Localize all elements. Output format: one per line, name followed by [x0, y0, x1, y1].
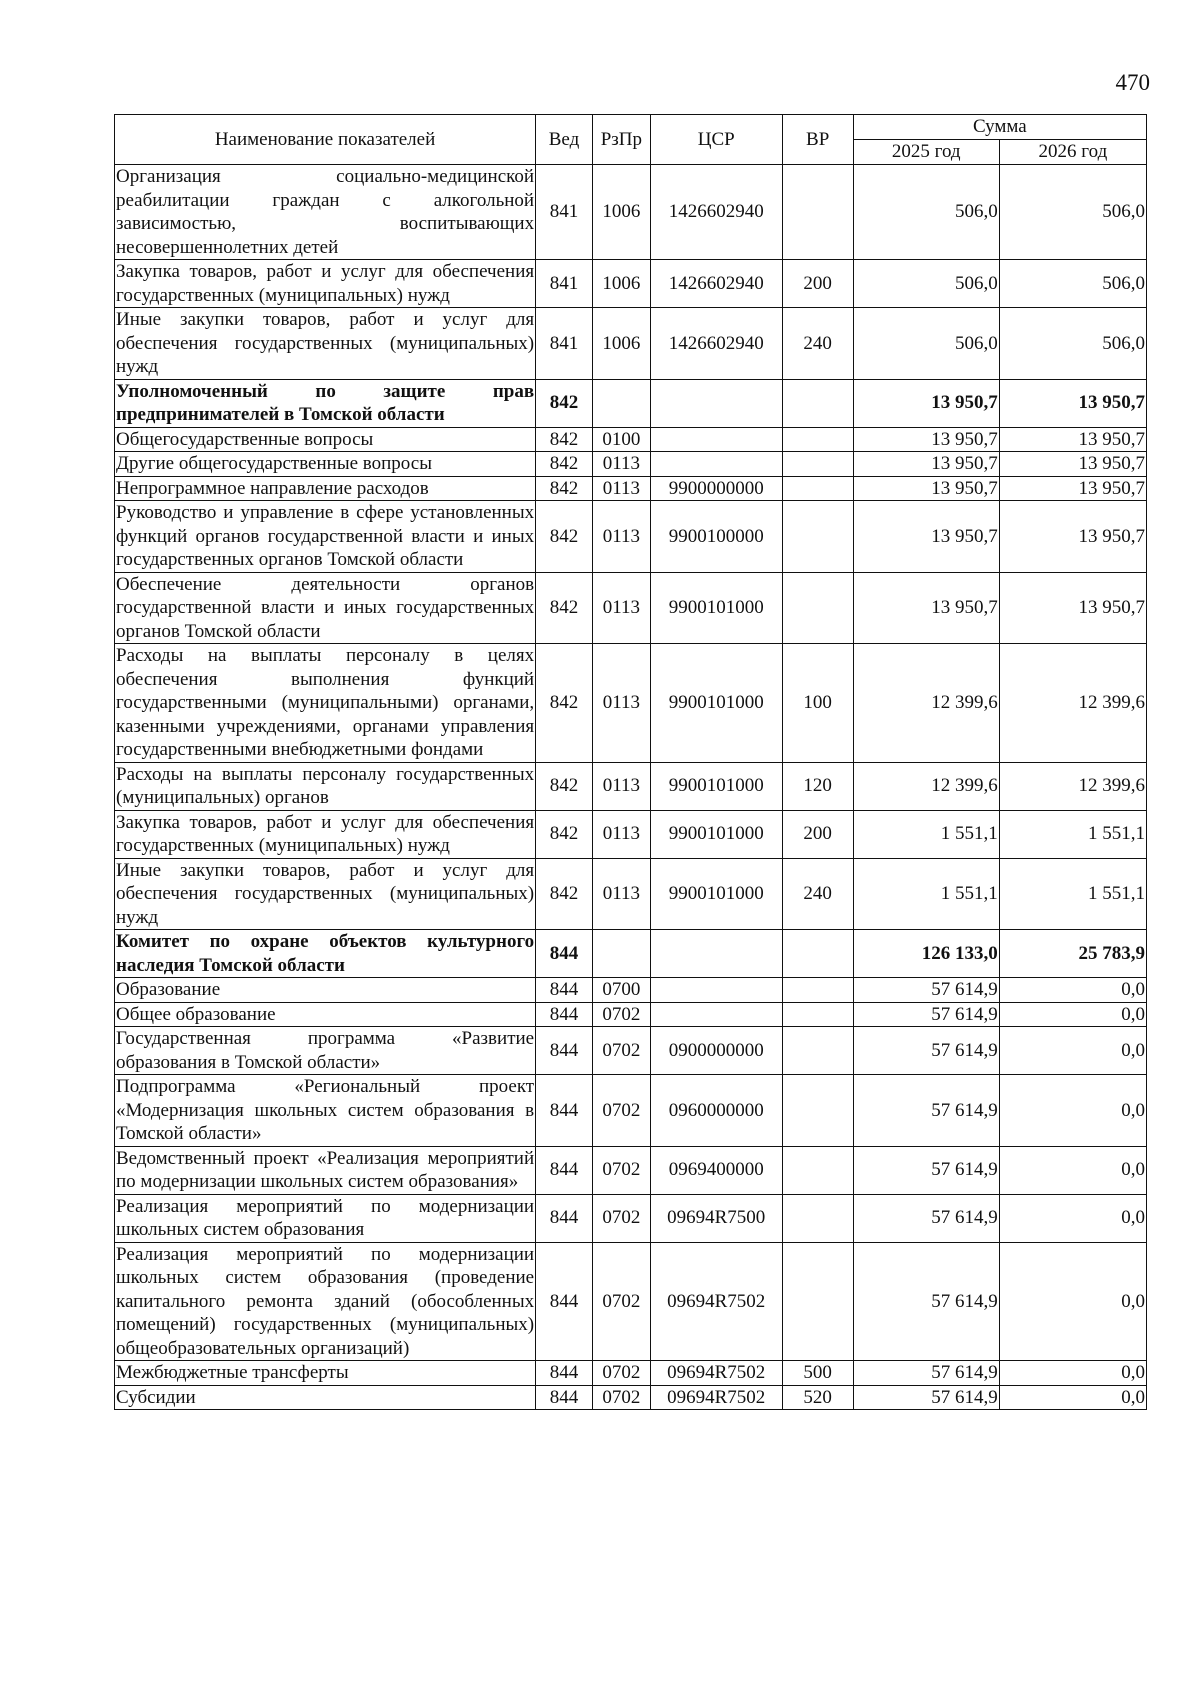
cell-vr: 100	[782, 644, 853, 763]
cell-2025: 12 399,6	[853, 762, 999, 810]
cell-2025: 12 399,6	[853, 644, 999, 763]
cell-vr	[782, 379, 853, 427]
cell-name: Подпрограмма «Региональный проект «Модернизация школьных систем образования в Томской области»	[116, 1076, 535, 1144]
cell-csr	[650, 427, 782, 452]
table-row	[115, 308, 1147, 380]
cell-csr: 1426602940	[650, 260, 782, 308]
cell-rzpr: 1006	[592, 260, 650, 308]
cell-name: Расходы на выплаты персоналу в целях обеспечения выполнения функций государственными (муниципальными) органами, казенными учреждениями, органами управления государственными внебюджетными фондами	[116, 645, 535, 760]
cell-ved: 841	[536, 308, 593, 380]
cell-ved: 841	[536, 165, 593, 260]
cell-2026: 0,0	[999, 1075, 1146, 1147]
table-row	[115, 427, 1147, 452]
cell-rzpr: 0113	[592, 572, 650, 644]
page-number: 470	[1115, 70, 1150, 95]
cell-rzpr: 0702	[592, 1194, 650, 1242]
cell-2025: 1 551,1	[853, 858, 999, 930]
table-row	[115, 930, 1147, 978]
cell-ved: 844	[536, 1194, 593, 1242]
cell-vr	[782, 1242, 853, 1361]
cell-2025: 57 614,9	[853, 1075, 999, 1147]
cell-rzpr: 0702	[592, 1075, 650, 1147]
cell-ved: 844	[536, 1002, 593, 1027]
cell-2026: 13 950,7	[999, 379, 1146, 427]
cell-csr: 0969400000	[650, 1146, 782, 1194]
cell-csr: 09694R7500	[650, 1194, 782, 1242]
table-row	[115, 260, 1147, 308]
table-row	[115, 1242, 1147, 1361]
cell-2025: 57 614,9	[853, 1385, 999, 1410]
cell-2025: 13 950,7	[853, 501, 999, 573]
cell-rzpr: 0113	[592, 644, 650, 763]
header-ved: Вед	[536, 115, 593, 165]
cell-rzpr: 0702	[592, 1385, 650, 1410]
cell-ved: 842	[536, 476, 593, 501]
cell-rzpr: 0113	[592, 452, 650, 477]
cell-name: Обеспечение деятельности органов государственной власти и иных государственных органов Томской области	[116, 573, 535, 642]
cell-rzpr: 0100	[592, 427, 650, 452]
cell-2025: 1 551,1	[853, 810, 999, 858]
table-row	[115, 572, 1147, 644]
cell-rzpr: 0702	[592, 1002, 650, 1027]
table-row	[115, 1075, 1147, 1147]
cell-rzpr: 0702	[592, 1027, 650, 1075]
cell-ved: 844	[536, 1027, 593, 1075]
cell-rzpr: 0113	[592, 476, 650, 501]
cell-ved: 842	[536, 572, 593, 644]
cell-csr: 9900101000	[650, 572, 782, 644]
cell-2025: 57 614,9	[853, 1002, 999, 1027]
cell-2025: 57 614,9	[853, 1194, 999, 1242]
table-row	[115, 1027, 1147, 1075]
cell-name: Непрограммное направление расходов	[115, 476, 536, 501]
cell-ved: 844	[536, 930, 593, 978]
cell-2025: 57 614,9	[853, 1027, 999, 1075]
cell-2026: 0,0	[999, 1361, 1146, 1386]
cell-2026: 12 399,6	[999, 644, 1146, 763]
cell-2026: 13 950,7	[999, 501, 1146, 573]
cell-vr	[782, 1002, 853, 1027]
budget-table	[114, 114, 1147, 1410]
cell-2025: 126 133,0	[853, 930, 999, 978]
cell-2025: 13 950,7	[853, 379, 999, 427]
cell-name: Государственная программа «Развитие образования в Томской области»	[116, 1028, 535, 1073]
cell-vr: 200	[782, 260, 853, 308]
cell-ved: 842	[536, 379, 593, 427]
header-vr: ВР	[782, 115, 853, 165]
cell-ved: 844	[536, 1361, 593, 1386]
header-name: Наименование показателей	[115, 115, 536, 165]
cell-vr	[782, 978, 853, 1003]
table-row	[115, 1385, 1147, 1410]
cell-name: Образование	[115, 978, 536, 1003]
header-csr: ЦСР	[650, 115, 782, 165]
cell-name: Субсидии	[115, 1385, 536, 1410]
table-row	[115, 1194, 1147, 1242]
cell-rzpr	[592, 930, 650, 978]
cell-vr	[782, 1194, 853, 1242]
cell-rzpr: 1006	[592, 308, 650, 380]
cell-csr	[650, 452, 782, 477]
cell-2026: 1 551,1	[999, 858, 1146, 930]
cell-csr: 9900000000	[650, 476, 782, 501]
cell-2026: 0,0	[999, 1027, 1146, 1075]
cell-vr: 520	[782, 1385, 853, 1410]
table-row	[115, 810, 1147, 858]
cell-rzpr: 1006	[592, 165, 650, 260]
cell-ved: 842	[536, 762, 593, 810]
cell-csr: 1426602940	[650, 308, 782, 380]
cell-2025: 13 950,7	[853, 427, 999, 452]
cell-2026: 1 551,1	[999, 810, 1146, 858]
cell-2026: 13 950,7	[999, 452, 1146, 477]
cell-2026: 12 399,6	[999, 762, 1146, 810]
cell-rzpr: 0113	[592, 858, 650, 930]
cell-vr: 240	[782, 858, 853, 930]
cell-2025: 57 614,9	[853, 1146, 999, 1194]
cell-2026: 506,0	[999, 165, 1146, 260]
cell-2026: 506,0	[999, 260, 1146, 308]
cell-2025: 13 950,7	[853, 572, 999, 644]
table-row	[115, 978, 1147, 1003]
cell-vr: 200	[782, 810, 853, 858]
cell-2026: 0,0	[999, 1385, 1146, 1410]
cell-2026: 0,0	[999, 1242, 1146, 1361]
cell-2026: 0,0	[999, 978, 1146, 1003]
cell-2025: 506,0	[853, 260, 999, 308]
cell-csr: 1426602940	[650, 165, 782, 260]
cell-name: Иные закупки товаров, работ и услуг для обеспечения государственных (муниципальных) нужд	[116, 309, 535, 377]
cell-vr	[782, 427, 853, 452]
cell-2025: 506,0	[853, 308, 999, 380]
cell-2026: 25 783,9	[999, 930, 1146, 978]
cell-name: Комитет по охране объектов культурного наследия Томской области	[116, 931, 535, 976]
cell-2025: 57 614,9	[853, 1242, 999, 1361]
cell-name: Реализация мероприятий по модернизации школьных систем образования (проведение капитального ремонта зданий (обособленных помещений) государственных (муниципальных) общеобразовательных организаций)	[116, 1243, 535, 1359]
cell-vr	[782, 1075, 853, 1147]
cell-vr	[782, 1027, 853, 1075]
cell-csr: 9900101000	[650, 762, 782, 810]
header-sum: Сумма	[853, 115, 1146, 140]
cell-vr	[782, 930, 853, 978]
cell-csr	[650, 978, 782, 1003]
cell-vr	[782, 476, 853, 501]
table-row	[115, 858, 1147, 930]
table-row	[115, 165, 1147, 260]
cell-ved: 842	[536, 501, 593, 573]
cell-csr	[650, 1002, 782, 1027]
cell-name: Другие общегосударственные вопросы	[115, 452, 536, 477]
cell-name: Иные закупки товаров, работ и услуг для обеспечения государственных (муниципальных) нужд	[116, 859, 535, 928]
cell-2026: 13 950,7	[999, 572, 1146, 644]
cell-ved: 844	[536, 1242, 593, 1361]
cell-2025: 57 614,9	[853, 1361, 999, 1386]
cell-2026: 13 950,7	[999, 476, 1146, 501]
cell-ved: 842	[536, 452, 593, 477]
cell-name: Закупка товаров, работ и услуг для обеспечения государственных (муниципальных) нужд	[116, 261, 535, 306]
cell-rzpr: 0113	[592, 810, 650, 858]
cell-vr: 500	[782, 1361, 853, 1386]
table-row	[115, 762, 1147, 810]
table-row	[115, 379, 1147, 427]
cell-csr: 0900000000	[650, 1027, 782, 1075]
cell-vr	[782, 1146, 853, 1194]
cell-csr: 9900101000	[650, 644, 782, 763]
cell-name: Общегосударственные вопросы	[115, 427, 536, 452]
cell-csr: 09694R7502	[650, 1242, 782, 1361]
cell-name: Уполномоченный по защите прав предпринимателей в Томской области	[116, 380, 535, 425]
cell-rzpr: 0113	[592, 762, 650, 810]
table-row	[115, 476, 1147, 501]
cell-ved: 841	[536, 260, 593, 308]
cell-csr: 0960000000	[650, 1075, 782, 1147]
cell-csr: 9900101000	[650, 810, 782, 858]
cell-ved: 844	[536, 1385, 593, 1410]
cell-rzpr: 0702	[592, 1242, 650, 1361]
cell-rzpr: 0702	[592, 1361, 650, 1386]
cell-vr	[782, 501, 853, 573]
cell-2025: 13 950,7	[853, 452, 999, 477]
cell-2026: 0,0	[999, 1146, 1146, 1194]
cell-2025: 57 614,9	[853, 978, 999, 1003]
cell-csr	[650, 930, 782, 978]
cell-2026: 0,0	[999, 1194, 1146, 1242]
cell-vr	[782, 165, 853, 260]
cell-2025: 506,0	[853, 165, 999, 260]
cell-name: Реализация мероприятий по модернизации школьных систем образования	[116, 1195, 535, 1240]
cell-rzpr: 0700	[592, 978, 650, 1003]
header-rzpr: РзПр	[592, 115, 650, 165]
cell-ved: 842	[536, 427, 593, 452]
cell-csr: 09694R7502	[650, 1361, 782, 1386]
table-body	[115, 165, 1147, 1410]
cell-ved: 844	[536, 978, 593, 1003]
cell-name: Закупка товаров, работ и услуг для обеспечения государственных (муниципальных) нужд	[116, 811, 535, 856]
cell-ved: 844	[536, 1146, 593, 1194]
cell-csr: 09694R7502	[650, 1385, 782, 1410]
cell-2026: 506,0	[999, 308, 1146, 380]
cell-vr	[782, 452, 853, 477]
header-year-2026: 2026 год	[999, 140, 1146, 165]
cell-vr	[782, 572, 853, 644]
cell-csr: 9900101000	[650, 858, 782, 930]
cell-rzpr: 0702	[592, 1146, 650, 1194]
cell-name: Расходы на выплаты персоналу государственных (муниципальных) органов	[116, 763, 535, 808]
cell-2026: 0,0	[999, 1002, 1146, 1027]
cell-csr	[650, 379, 782, 427]
cell-ved: 844	[536, 1075, 593, 1147]
table-row	[115, 452, 1147, 477]
cell-name: Ведомственный проект «Реализация мероприятий по модернизации школьных систем образования»	[116, 1147, 535, 1192]
cell-vr: 120	[782, 762, 853, 810]
cell-name: Организация социально-медицинской реабилитации граждан с алкогольной зависимостью, воспитывающих несовершеннолетних детей	[116, 166, 535, 258]
table-row	[115, 501, 1147, 573]
cell-2025: 13 950,7	[853, 476, 999, 501]
cell-vr: 240	[782, 308, 853, 380]
cell-ved: 842	[536, 858, 593, 930]
cell-ved: 842	[536, 810, 593, 858]
cell-rzpr: 0113	[592, 501, 650, 573]
cell-name: Общее образование	[115, 1002, 536, 1027]
cell-rzpr	[592, 379, 650, 427]
table-row	[115, 1361, 1147, 1386]
cell-name: Руководство и управление в сфере установленных функций органов государственной власти и иных государственных органов Томской области	[116, 502, 535, 570]
cell-name: Межбюджетные трансферты	[115, 1361, 536, 1386]
table-row	[115, 1146, 1147, 1194]
cell-ved: 842	[536, 644, 593, 763]
table-row	[115, 1002, 1147, 1027]
header-year-2025: 2025 год	[853, 140, 999, 165]
table-row	[115, 644, 1147, 763]
cell-csr: 9900100000	[650, 501, 782, 573]
cell-2026: 13 950,7	[999, 427, 1146, 452]
